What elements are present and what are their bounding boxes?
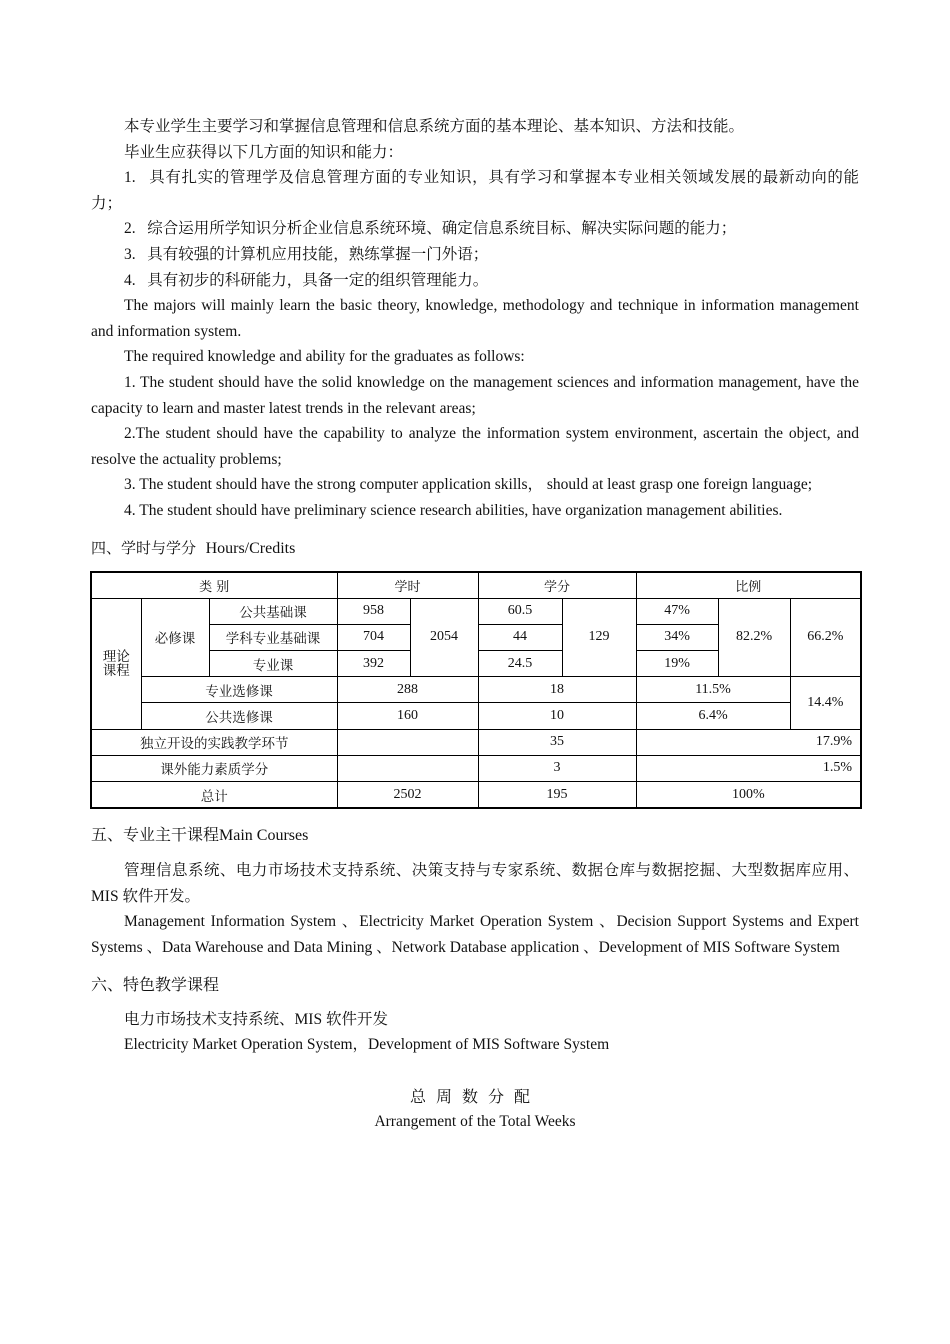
row-credits: 35 [478,729,636,755]
table-row [91,598,861,624]
row-name: 公共基础课 [209,598,337,624]
intro-en-item-1: 1. The student should have the solid knowledge on the management sciences and information management, have the capacity to learn and master latest trends in the relevant areas; [91,373,859,417]
row-ratio: 11.5% [636,677,790,703]
intro-cn-paragraph-2: 毕业生应获得以下几方面的知识和能力： [124,143,404,161]
section5-en-text: Management Information System 、Electricity Market Operation System 、Decision Support Systems and Expert Systems 、Data Warehouse and Data Mining 、Network Database application 、Development of MIS Software System [91,913,859,956]
row-ratio: 47% [636,598,718,624]
row-ratio: 19% [636,651,718,677]
row-hours: 958 [337,598,410,624]
row-hours: 392 [337,651,410,677]
row-hours: 2502 [337,782,478,809]
row-credits: 18 [478,677,636,703]
section5-title-cn: 五、专业主干课程 [91,825,220,845]
row-name: 公共选修课 [141,703,337,729]
intro-en-item-2: 2.The student should have the capability to analyze the information system environment, ascertain the object, and resolve the actuality problems; [91,425,859,468]
section6-en-text: Electricity Market Operation System，Development of MIS Software System [124,1036,610,1054]
row-ratio: 1.5% [636,755,861,781]
intro-cn-item-3: 3. 具有较强的计算机应用技能，熟练掌握一门外语； [124,245,489,263]
intro-en-paragraph-2: The required knowledge and ability for the graduates as follows: [124,348,525,366]
elective-ratio-total: 14.4% [790,677,861,729]
row-ratio: 17.9% [636,729,861,755]
row-credits: 24.5 [478,651,562,677]
row-name: 专业课 [209,651,337,677]
section5-cn-text: 管理信息系统、电力市场技术支持系统、决策支持与专家系统、数据仓库与数据挖掘、大型数据库应用、MIS 软件开发。 [91,862,859,905]
header-category: 类 别 [91,572,337,599]
row-ratio: 34% [636,624,718,650]
theory-course-label: 理论课程 [91,598,141,729]
section5-heading [91,823,859,848]
table-row [91,677,861,703]
table-header-row [91,572,861,599]
table-row [91,782,861,809]
header-hours: 学时 [337,572,478,599]
row-name: 专业选修课 [141,677,337,703]
row-credits: 44 [478,624,562,650]
required-hours-total: 2054 [410,598,478,677]
row-hours [337,755,478,781]
table-row [91,703,861,729]
section4-title-en: Hours/Credits [205,539,296,557]
intro-cn-item-1: 1. 具有扎实的管理学及信息管理方面的专业知识，具有学习和掌握本专业相关领域发展的最新动向的能力； [91,169,859,212]
row-name: 总计 [91,782,337,809]
intro-en-paragraph-1: The majors will mainly learn the basic theory, knowledge, methodology and technique in information management and information system. [91,297,859,340]
section5-title-en: Main Courses [219,827,309,845]
row-hours [337,729,478,755]
section6-title-cn: 六、特色教学课程 [91,974,220,994]
intro-en-item-4: 4. The student should have preliminary science research abilities, have organization management abilities. [124,501,783,519]
section4-heading [91,536,859,561]
header-ratio: 比例 [636,572,861,599]
intro-en-item-3: 3. The student should have the strong computer application skills， should at least grasp one foreign language; [124,476,813,494]
required-ratio-subtotal: 82.2% [718,598,790,677]
row-name: 独立开设的实践教学环节 [91,729,337,755]
row-ratio: 100% [636,782,861,809]
row-name: 课外能力素质学分 [91,755,337,781]
weeks-title-en: Arrangement of the Total Weeks [374,1112,576,1130]
intro-cn-item-2: 2. 综合运用所学知识分析企业信息系统环境、确定信息系统目标、解决实际问题的能力； [124,220,737,238]
required-credits-total: 129 [562,598,636,677]
row-hours: 160 [337,703,478,729]
table-row [91,729,861,755]
row-credits: 10 [478,703,636,729]
intro-cn-paragraph-1: 本专业学生主要学习和掌握信息管理和信息系统方面的基本理论、基本知识、方法和技能。 [124,118,745,135]
weeks-title-cn: 总周数分配 [409,1086,540,1106]
required-course-label: 必修课 [141,598,209,677]
row-credits: 60.5 [478,598,562,624]
hours-credits-table [90,571,862,810]
section6-heading [91,973,859,997]
row-hours: 288 [337,677,478,703]
intro-cn-item-4: 4. 具有初步的科研能力，具备一定的组织管理能力。 [124,271,489,289]
row-credits: 195 [478,782,636,809]
required-ratio-total: 66.2% [790,598,861,677]
section6-cn-text: 电力市场技术支持系统、MIS 软件开发 [124,1010,388,1028]
row-name: 学科专业基础课 [209,624,337,650]
header-credits: 学分 [478,572,636,599]
table-row [91,755,861,781]
row-ratio: 6.4% [636,703,790,729]
row-credits: 3 [478,755,636,781]
document-page [91,114,859,1134]
row-hours: 704 [337,624,410,650]
section4-title-cn: 四、学时与学分 [91,538,197,557]
